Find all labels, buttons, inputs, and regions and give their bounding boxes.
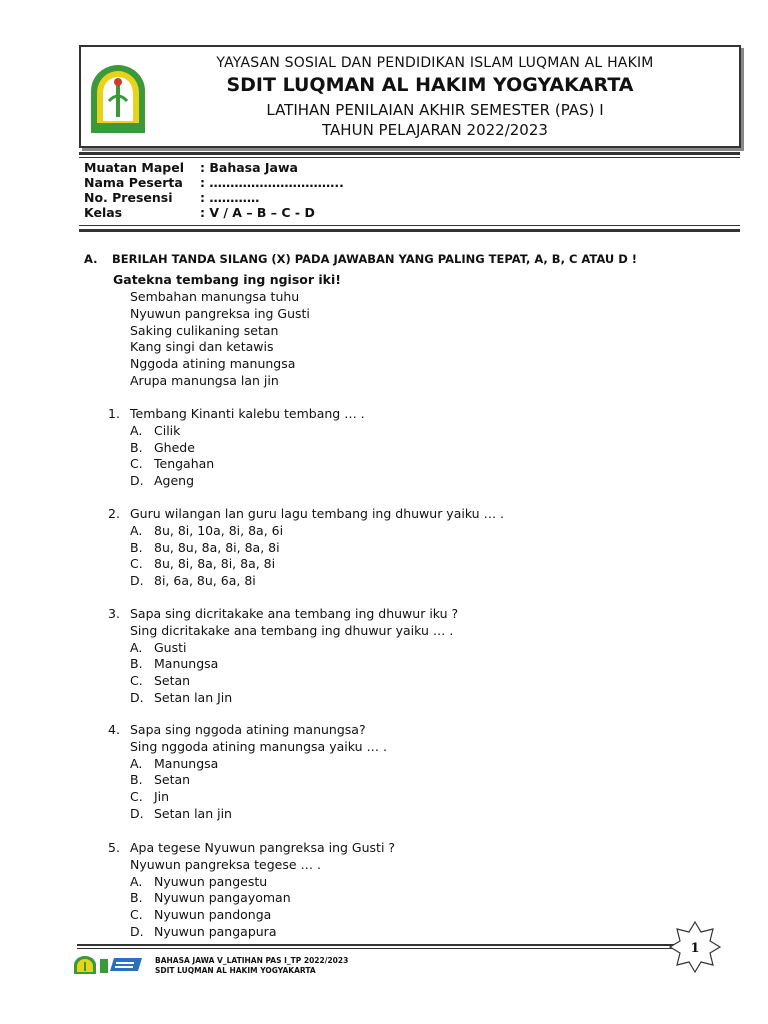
- header-box: [79, 45, 741, 148]
- question-5: 5. Apa tegese Nyuwun pangreksa ing Gusti ? Nyuwun pangreksa tegese … . A. Nyuwun pangestu B. Nyuwun pangayoman C. Nyuwun pandonga D. Nyuwun pangapura: [108, 840, 396, 939]
- question-subtext: Nyuwun pangreksa tegese … .: [130, 856, 321, 872]
- foundation-name: YAYASAN SOSIAL DAN PENDIDIKAN ISLAM LUQMAN AL HAKIM: [216, 55, 654, 71]
- question-subtext: Sing nggoda atining manungsa yaiku … .: [130, 738, 387, 754]
- academic-year: TAHUN PELAJARAN 2022/2023: [322, 121, 548, 139]
- poem: [130, 289, 310, 390]
- option-d[interactable]: D. Setan lan jin: [130, 805, 232, 821]
- info-row-name: Nama Peserta : …………………………..: [84, 175, 344, 190]
- option-b[interactable]: B. Nyuwun pangayoman: [130, 890, 291, 906]
- question-text: Sapa sing dicritakake ana tembang ing dhuwur iku ?: [130, 606, 459, 621]
- question-3: 3. Sapa sing dicritakake ana tembang ing dhuwur iku ? Sing dicritakake ana tembang ing dhuwur yaiku … . A. Gusti B. Manungsa C. Setan D. Setan lan Jin: [108, 606, 459, 705]
- option-d[interactable]: D. Ageng: [130, 473, 195, 489]
- footer-line-1: BAHASA JAWA V_LATIHAN PAS I_TP 2022/2023: [155, 956, 349, 965]
- footer-text: [155, 956, 348, 976]
- option-b[interactable]: B. 8u, 8u, 8a, 8i, 8a, 8i: [130, 539, 280, 555]
- question-1: 1. Tembang Kinanti kalebu tembang … . A. Cilik B. Ghede C. Tengahan D. Ageng: [108, 406, 365, 489]
- question-text: Sapa sing nggoda atining manungsa?: [130, 722, 366, 737]
- question-text: Guru wilangan lan guru lagu tembang ing dhuwur yaiku … .: [130, 506, 505, 521]
- question-text: Apa tegese Nyuwun pangreksa ing Gusti ?: [130, 840, 396, 855]
- info-row-presence: No. Presensi : …………: [84, 190, 260, 205]
- poem-line: Saking culikaning setan: [130, 322, 279, 338]
- school-name: SDIT LUQMAN AL HAKIM YOGYAKARTA: [226, 74, 634, 96]
- option-d[interactable]: D. 8i, 6a, 8u, 6a, 8i: [130, 573, 256, 589]
- option-b[interactable]: B. Ghede: [130, 439, 195, 455]
- poem-line: Arupa manungsa lan jin: [130, 372, 279, 388]
- poem-line: Sembahan manungsa tuhu: [130, 289, 300, 304]
- poem-line: Kang singi dan ketawis: [130, 339, 274, 355]
- footer-divider: [77, 944, 677, 946]
- option-c[interactable]: C. Setan: [130, 673, 191, 689]
- header-divider-thin: [79, 157, 740, 158]
- option-a[interactable]: A. 8u, 8i, 10a, 8i, 8a, 6i: [130, 522, 284, 538]
- option-d[interactable]: D. Nyuwun pangapura: [130, 923, 277, 939]
- footer-badge-logo: [100, 955, 144, 975]
- option-d[interactable]: D. Setan lan Jin: [130, 689, 233, 705]
- option-b[interactable]: B. Manungsa: [130, 656, 219, 672]
- option-c[interactable]: C. 8u, 8i, 8a, 8i, 8a, 8i: [130, 556, 276, 572]
- footer-divider-thin: [77, 948, 677, 949]
- info-divider-thick: [79, 229, 740, 232]
- page-number-badge: [668, 920, 722, 974]
- poem-line: Nggoda atining manungsa: [130, 356, 296, 372]
- option-c[interactable]: C. Tengahan: [130, 456, 215, 472]
- question-subtext: Sing dicritakake ana tembang ing dhuwur yaiku … .: [130, 622, 454, 638]
- info-divider: [79, 225, 740, 226]
- section-heading: A. BERILAH TANDA SILANG (X) PADA JAWABAN YANG PALING TEPAT, A, B, C ATAU D !: [84, 252, 638, 266]
- option-a[interactable]: A. Nyuwun pangestu: [130, 873, 268, 889]
- option-c[interactable]: C. Nyuwun pandonga: [130, 907, 272, 923]
- info-row-class: Kelas : V / A – B – C - D: [84, 205, 315, 220]
- option-c[interactable]: C. Jin: [130, 789, 170, 805]
- poem-instruction: Gatekna tembang ing ngisor iki!: [113, 272, 341, 287]
- student-info: [84, 160, 344, 220]
- option-a[interactable]: A. Cilik: [130, 422, 181, 438]
- question-4: 4. Sapa sing nggoda atining manungsa? Sing nggoda atining manungsa yaiku … . A. Manungsa B. Setan C. Jin D. Setan lan jin: [108, 722, 387, 821]
- header-divider: [79, 152, 740, 155]
- footer-school-logo: [73, 955, 97, 975]
- info-row-subject: Muatan Mapel : Bahasa Jawa: [84, 160, 298, 175]
- option-a[interactable]: A. Gusti: [130, 639, 187, 655]
- option-b[interactable]: B. Setan: [130, 772, 191, 788]
- footer-line-2: SDIT LUQMAN AL HAKIM YOGYAKARTA: [155, 966, 316, 975]
- page-number: 1: [690, 941, 700, 956]
- exam-title: LATIHAN PENILAIAN AKHIR SEMESTER (PAS) I: [266, 101, 604, 119]
- question-2: 2. Guru wilangan lan guru lagu tembang ing dhuwur yaiku … . A. 8u, 8i, 10a, 8i, 8a, 6i B. 8u, 8u, 8a, 8i, 8a, 8i C. 8u, 8i, 8a, 8i, 8a, 8i D. 8i, 6a, 8u, 6a, 8i: [108, 506, 505, 589]
- poem-line: Nyuwun pangreksa ing Gusti: [130, 305, 310, 321]
- question-text: Tembang Kinanti kalebu tembang … .: [130, 406, 365, 421]
- option-a[interactable]: A. Manungsa: [130, 755, 219, 771]
